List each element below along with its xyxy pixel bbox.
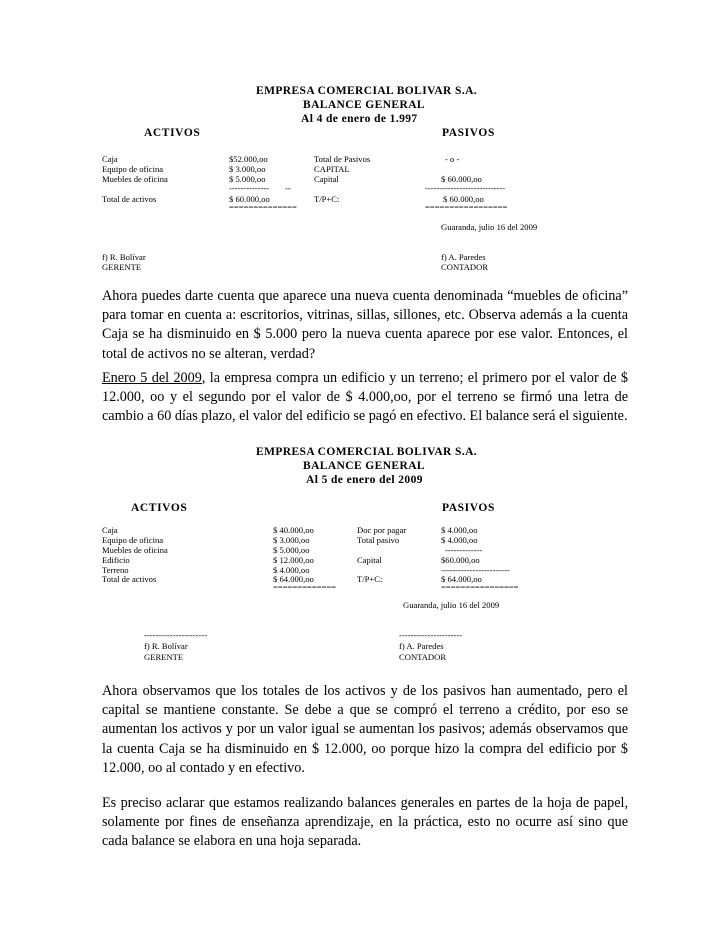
asset-value: $ 4.000,oo: [273, 565, 310, 575]
double-line: ==============: [229, 202, 297, 212]
balance-date: Al 5 de enero del 2009: [306, 474, 423, 486]
paragraph-text: , la empresa compra un edificio y un terreno; el primero por el valor de $ 12.000, oo y el segundo por el valor de $ 4.000,oo, por el terreno se firmó una letra de cambio a 60 días plazo, el valor del edificio se pagó en efectivo. El balance será el siguiente.: [102, 370, 628, 425]
liability-value: $60.000,oo: [441, 555, 480, 565]
sum-line: ----------------------------: [425, 183, 506, 193]
asset-value: $52.000,oo: [229, 154, 268, 164]
paragraph: Ahora puedes darte cuenta que aparece una nueva cuenta denominada “muebles de oficina” para tomar en cuenta a: escritorios, vitrinas, sillas, sillones, etc. Observa además a la cuenta Caja se ha disminuido en $ 5.000 pero la nueva cuenta aparece por ese valor. Entonces, el total de activos no se alteran, verdad?: [102, 288, 628, 362]
sum-line: ------------------------: [441, 565, 510, 575]
paragraph: Ahora observamos que los totales de los activos y de los pasivos han aumentado, pero el capital se mantiene constante. Se debe a que se compró el terreno a crédito, por eso se aumentan los activos y por un valor igual se aumentan los pasivos; además observamos que la cuenta Caja se ha disminuido en $ 12.000, oo porque hizo la compra del edificio por $ 12.000, oo al contado y en efectivo.: [102, 683, 628, 776]
asset-value: $ 3.000,oo: [273, 535, 310, 545]
sum-line: --------------: [229, 183, 270, 193]
signature-name: f) R. Bolívar: [144, 641, 188, 651]
asset-name: Muebles de oficina: [102, 174, 168, 184]
paragraph-date: Enero 5 del 2009: [102, 370, 202, 386]
liability-value: $ 60.000,oo: [441, 174, 482, 184]
signature-line: ----------------------: [144, 630, 207, 640]
signature-name: f) R. Bolívar: [102, 252, 146, 262]
signature-role: GERENTE: [102, 262, 142, 272]
total-liabilities-value: $ 64.000,oo: [441, 574, 482, 584]
balance-title: BALANCE GENERAL: [303, 460, 425, 472]
double-line: =============: [273, 582, 337, 592]
asset-name: Caja: [102, 525, 118, 535]
asset-name: Terreno: [102, 565, 129, 575]
sum-mark: --: [285, 183, 291, 193]
asset-name: Equipo de oficina: [102, 164, 164, 174]
asset-value: $ 40.000,oo: [273, 525, 314, 535]
total-liabilities-label: T/P+C:: [314, 194, 340, 204]
asset-name: Caja: [102, 154, 118, 164]
signature-name: f) A. Paredes: [399, 641, 444, 651]
pasivos-heading: PASIVOS: [442, 502, 495, 514]
signature-line: ----------------------: [399, 630, 462, 640]
double-line: =================: [425, 202, 508, 212]
company-name: EMPRESA COMERCIAL BOLIVAR S.A.: [256, 446, 478, 458]
activos-heading: ACTIVOS: [144, 127, 201, 139]
signature-role: CONTADOR: [441, 262, 489, 272]
company-name: EMPRESA COMERCIAL BOLIVAR S.A.: [256, 85, 478, 97]
asset-value: $ 12.000,oo: [273, 555, 314, 565]
balance-date: Al 4 de enero de 1.997: [301, 113, 418, 125]
asset-value: $ 5.000,oo: [229, 174, 266, 184]
liability-name: Capital: [357, 555, 382, 565]
liability-name: CAPITAL: [314, 164, 350, 174]
activos-heading: ACTIVOS: [131, 502, 188, 514]
signature-role: GERENTE: [144, 652, 184, 662]
liability-name: Doc por pagar: [357, 525, 407, 535]
liability-name: Total de Pasivos: [314, 154, 371, 164]
asset-name: Muebles de oficina: [102, 545, 168, 555]
paragraph: Es preciso aclarar que estamos realizando balances generales en partes de la hoja de papel, solamente por fines de enseñanza aprendizaje, en la práctica, esto no ocurre así sino que cada balance se elabora en una hoja separada.: [102, 795, 628, 850]
liability-name: Total pasivo: [357, 535, 400, 545]
signature-role: CONTADOR: [399, 652, 447, 662]
asset-value: $ 5.000,oo: [273, 545, 310, 555]
place-date: Guaranda, julio 16 del 2009: [403, 600, 500, 610]
total-assets-value: $ 64.000,oo: [273, 574, 314, 584]
asset-name: Equipo de oficina: [102, 535, 164, 545]
signature-name: f) A. Paredes: [441, 252, 486, 262]
total-assets-value: $ 60.000,oo: [229, 194, 270, 204]
total-assets-label: Total de activos: [102, 574, 157, 584]
total-assets-label: Total de activos: [102, 194, 157, 204]
double-line: ================: [441, 582, 519, 592]
liability-name: Capital: [314, 174, 339, 184]
total-liabilities-label: T/P+C:: [357, 574, 383, 584]
paragraph: [102, 369, 628, 427]
liability-value: - o -: [445, 154, 460, 164]
liability-value: $ 4.000,oo: [441, 535, 478, 545]
balance-title: BALANCE GENERAL: [303, 99, 425, 111]
pasivos-heading: PASIVOS: [442, 127, 495, 139]
total-liabilities-value: $ 60.000,oo: [443, 194, 484, 204]
asset-value: $ 3.000,oo: [229, 164, 266, 174]
liability-value: $ 4.000,oo: [441, 525, 478, 535]
asset-name: Edificio: [102, 555, 130, 565]
place-date: Guaranda, julio 16 del 2009: [441, 222, 538, 232]
sum-line: -------------: [445, 545, 483, 555]
